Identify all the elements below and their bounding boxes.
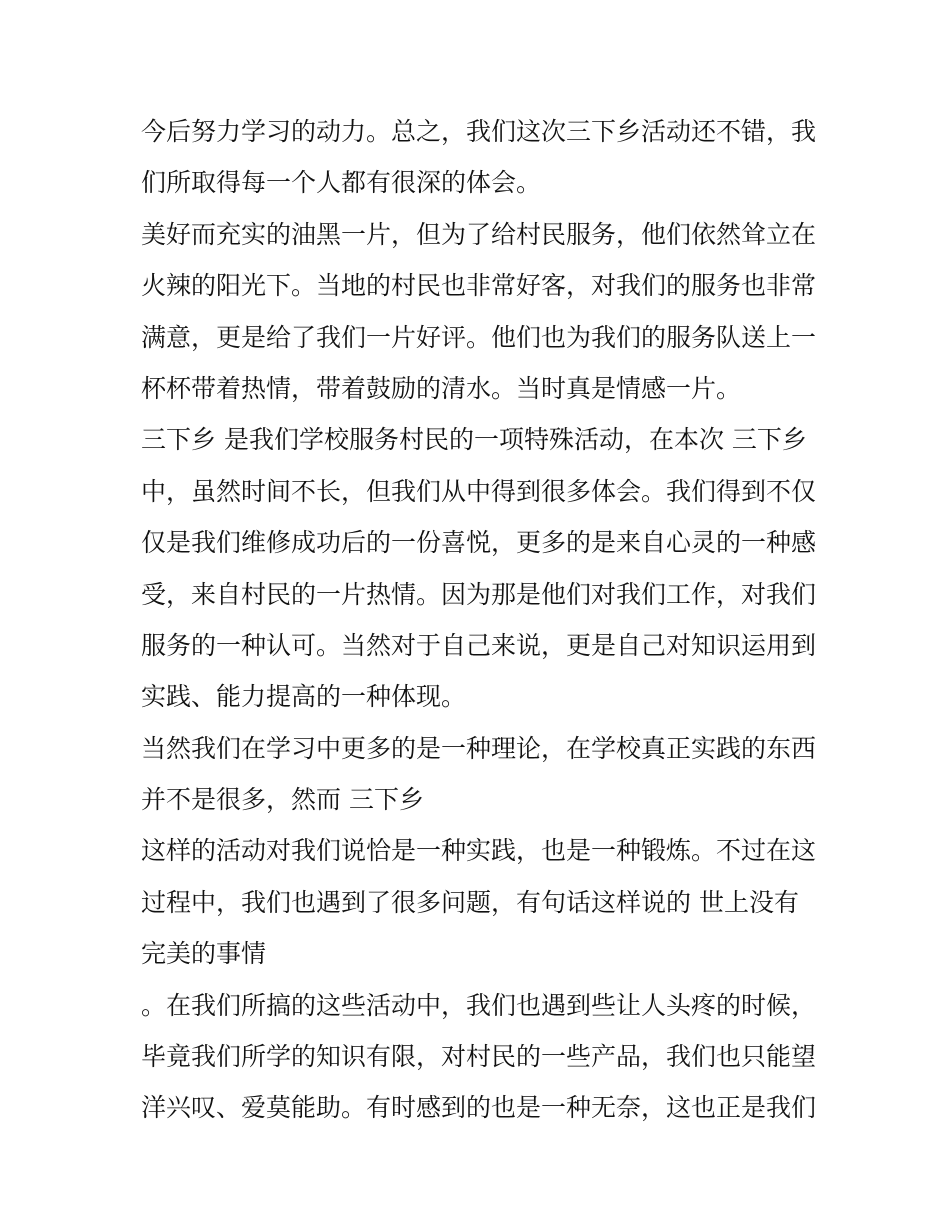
text-line: 过程中，我们也遇到了很多问题，有句话这样说的 世上没有 xyxy=(141,887,799,917)
text-line: 这样的活动对我们说恰是一种实践，也是一种锻炼。不过在这 xyxy=(141,836,817,866)
text-line: 并不是很多，然而 三下乡 xyxy=(141,785,424,815)
text-line: 中，虽然时间不长，但我们从中得到很多体会。我们得到不仅 xyxy=(141,476,817,506)
text-line: 完美的事情 xyxy=(141,939,267,969)
text-line: 当然我们在学习中更多的是一种理论，在学校真正实践的东西 xyxy=(141,733,817,763)
text-line: 。在我们所搞的这些活动中，我们也遇到些让人头疼的时候， xyxy=(141,990,817,1020)
text-line: 三下乡 是我们学校服务村民的一项特殊活动，在本次 三下乡 xyxy=(141,425,807,455)
text-line: 实践、能力提高的一种体现。 xyxy=(141,682,467,712)
text-line: 美好而充实的油黑一片，但为了给村民服务，他们依然耸立在 xyxy=(141,219,817,249)
text-line: 们所取得每一个人都有很深的体会。 xyxy=(141,168,542,198)
text-line: 杯杯带着热情，带着鼓励的清水。当时真是情感一片。 xyxy=(141,373,742,403)
text-line: 毕竟我们所学的知识有限，对村民的一些产品，我们也只能望 xyxy=(141,1042,817,1072)
text-line: 满意，更是给了我们一片好评。他们也为我们的服务队送上一 xyxy=(141,322,817,352)
text-line: 洋兴叹、爱莫能助。有时感到的也是一种无奈，这也正是我们 xyxy=(141,1093,817,1123)
text-line: 火辣的阳光下。当地的村民也非常好客，对我们的服务也非常 xyxy=(141,271,817,301)
text-line: 今后努力学习的动力。总之，我们这次三下乡活动还不错，我 xyxy=(141,117,817,146)
text-line: 受，来自村民的一片热情。因为那是他们对我们工作，对我们 xyxy=(141,579,817,609)
text-line: 仅是我们维修成功后的一份喜悦，更多的是来自心灵的一种感 xyxy=(141,528,817,558)
body-text xyxy=(141,106,821,1134)
text-line: 服务的一种认可。当然对于自己来说，更是自己对知识运用到 xyxy=(141,630,817,660)
